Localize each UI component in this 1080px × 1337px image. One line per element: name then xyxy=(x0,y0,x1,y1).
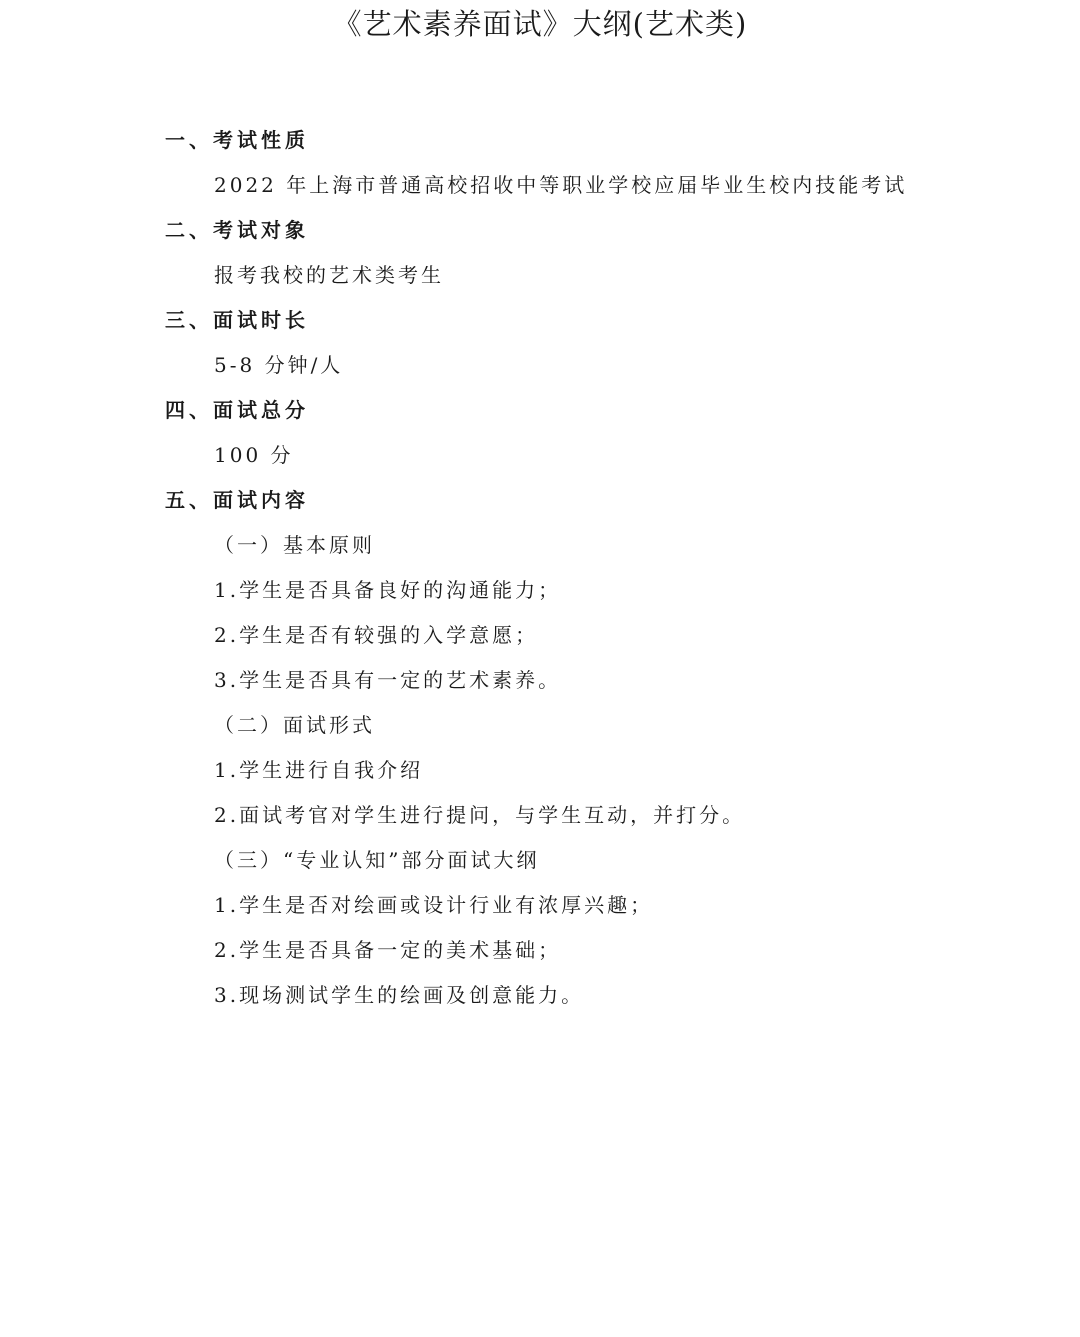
list-item: 3.现场测试学生的绘画及创意能力。 xyxy=(214,983,585,1007)
list-item: 2.学生是否有较强的入学意愿； xyxy=(214,623,539,647)
section-heading-duration: 三、面试时长 xyxy=(165,308,309,332)
section-body-score: 100 分 xyxy=(214,443,294,467)
list-item: 2.学生是否具备一定的美术基础； xyxy=(214,938,562,962)
section-body-duration: 5-8 分钟/人 xyxy=(214,353,344,377)
subsection-heading-principles: （一）基本原则 xyxy=(214,533,375,557)
list-item: 2.面试考官对学生进行提问，与学生互动，并打分。 xyxy=(214,803,746,827)
section-heading-nature: 一、考试性质 xyxy=(165,128,309,152)
subsection-heading-cognition: （三）“专业认知”部分面试大纲 xyxy=(214,848,540,872)
section-heading-content: 五、面试内容 xyxy=(165,488,309,512)
section-body-target: 报考我校的艺术类考生 xyxy=(214,263,444,287)
list-item: 1.学生进行自我介绍 xyxy=(214,758,424,782)
section-heading-score: 四、面试总分 xyxy=(165,398,309,422)
section-body-nature: 2022 年上海市普通高校招收中等职业学校应届毕业生校内技能考试 xyxy=(214,173,908,197)
subsection-heading-format: （二）面试形式 xyxy=(214,713,375,737)
section-heading-target: 二、考试对象 xyxy=(165,218,309,242)
document-title: 《艺术素养面试》大纲(艺术类) xyxy=(332,7,748,41)
list-item: 1.学生是否对绘画或设计行业有浓厚兴趣； xyxy=(214,893,654,917)
list-item: 1.学生是否具备良好的沟通能力； xyxy=(214,578,562,602)
list-item: 3.学生是否具有一定的艺术素养。 xyxy=(214,668,562,692)
